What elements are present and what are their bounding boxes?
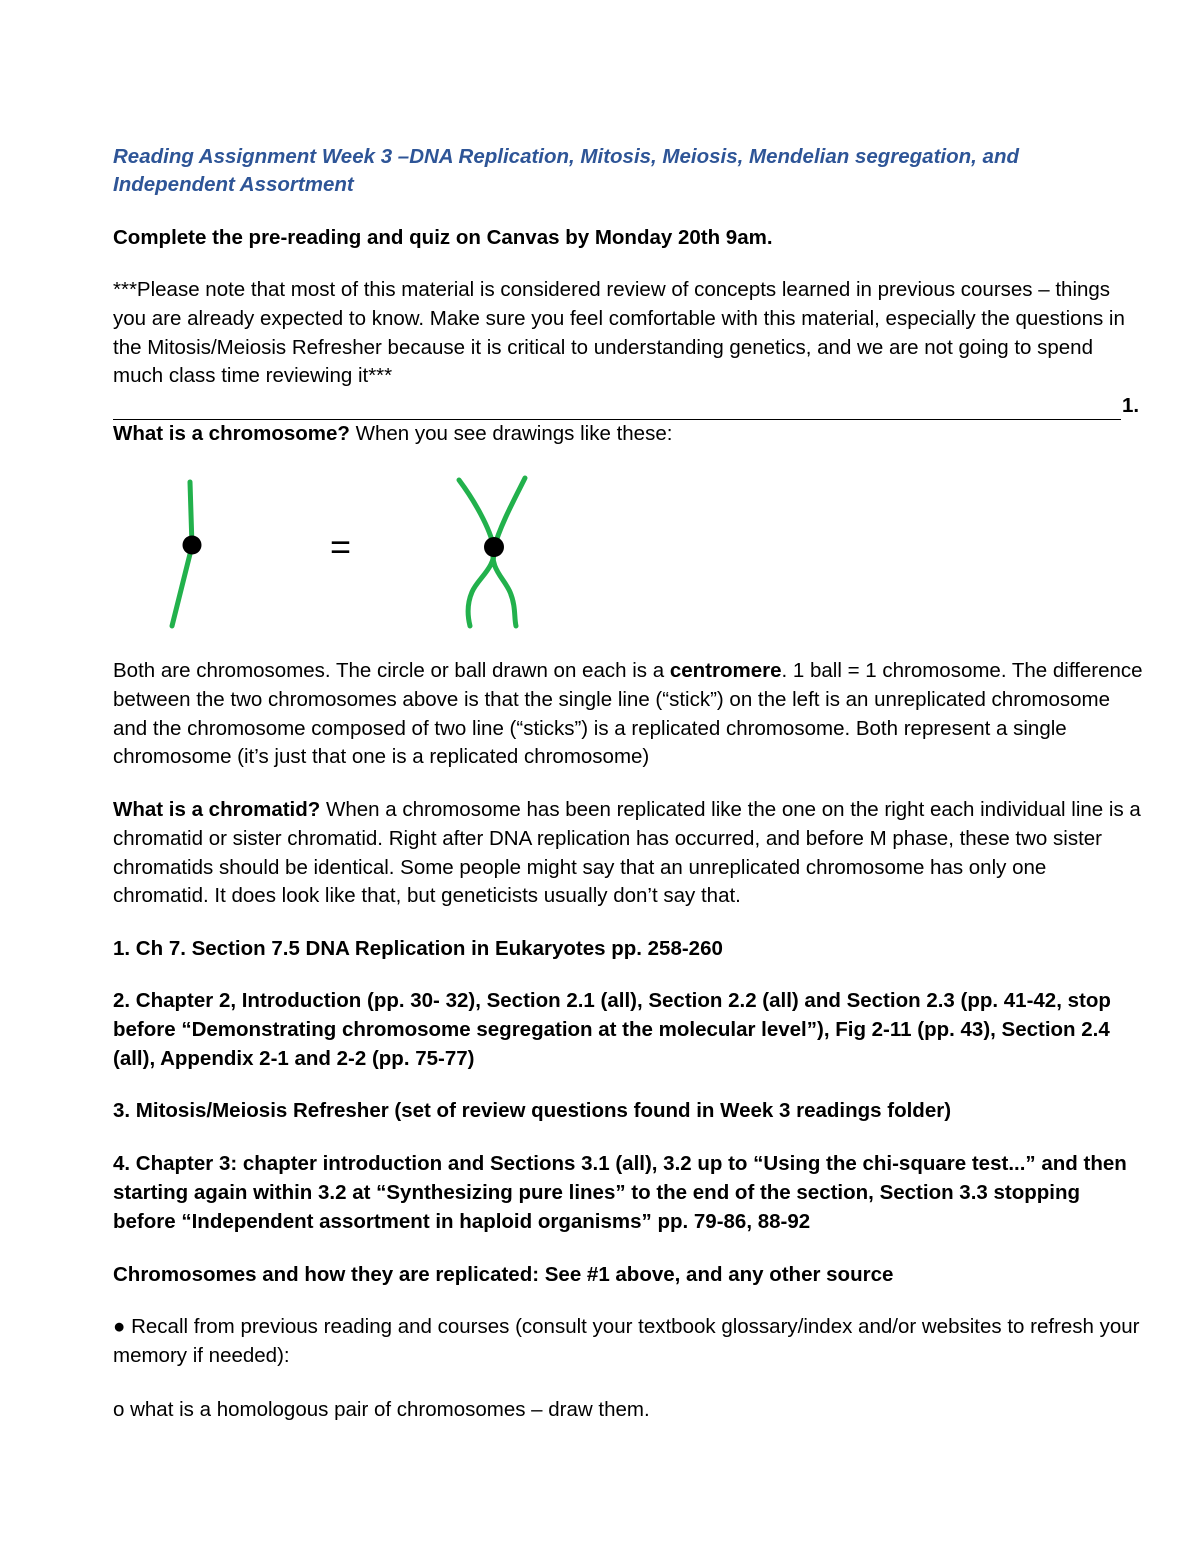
both-are-text-1: Both are chromosomes. The circle or ball drawn on each is a bbox=[113, 659, 670, 682]
chromosome-question-text: When you see drawings like these: bbox=[349, 422, 673, 445]
reading-item-3: 3. Mitosis/Meiosis Refresher (set of review questions found in Week 3 readings folder) bbox=[113, 1099, 952, 1122]
chromatid-question-label: What is a chromatid? bbox=[113, 798, 321, 821]
homologous-item bbox=[113, 1396, 1143, 1425]
deadline-text: Complete the pre-reading and quiz on Canvas by Monday 20th 9am. bbox=[113, 226, 773, 249]
both-are-text-2: . 1 ball = 1 chromosome. The difference between the two chromosomes above is that the single line (“stick”) on the left is an unreplicated chromosome and the chromosome composed of two line (“sticks”) is a replicated chromosome. Both represent a single chromosome (it’s just that one is a replicated chromosome) bbox=[113, 659, 1143, 769]
centromere-term: centromere bbox=[669, 659, 782, 682]
chromosome-question-label: What is a chromosome? bbox=[113, 422, 350, 445]
title-line-2: Independent Assortment bbox=[113, 173, 354, 196]
bullet-circle: o bbox=[113, 1398, 125, 1421]
replicated-chromosome bbox=[459, 478, 525, 626]
bullet-dot: ● bbox=[113, 1315, 126, 1338]
recall-text: Recall from previous reading and courses (consult your textbook glossary/index and/or websites to refresh your memory if needed): bbox=[113, 1315, 1140, 1367]
review-note: ***Please note that most of this material is considered review of concepts learned in previous courses – things you are already expected to know. Make sure you feel comfortable with this material, especially the questions in the Mitosis/Meiosis Refresher because it is critical to understanding genetics, and we are not going to spend much class time reviewing it*** bbox=[113, 278, 1125, 388]
both-are-paragraph bbox=[113, 657, 1143, 772]
document-title bbox=[113, 143, 1143, 199]
recall-item bbox=[113, 1313, 1143, 1371]
chromosome-question bbox=[113, 420, 1143, 449]
centromere-right bbox=[484, 537, 504, 557]
homologous-text: what is a homologous pair of chromosomes – draw them. bbox=[124, 1398, 650, 1421]
chromosomes-heading: Chromosomes and how they are replicated: See #1 above, and any other source bbox=[113, 1263, 894, 1286]
reading-item-1: 1. Ch 7. Section 7.5 DNA Replication in Eukaryotes pp. 258-260 bbox=[113, 937, 723, 960]
equals-sign: = bbox=[330, 526, 352, 567]
centromere-left bbox=[183, 536, 202, 555]
title-line-1: Reading Assignment Week 3 –DNA Replication, Mitosis, Meiosis, Mendelian segregation, and bbox=[113, 145, 1019, 168]
separator-number: 1. bbox=[1122, 394, 1140, 417]
reading-item-4: 4. Chapter 3: chapter introduction and Sections 3.1 (all), 3.2 up to “Using the chi-square test...” and then starting again within 3.2 at “Synthesizing pure lines” to the end of the section, Section 3.3 stopping before “Independent assortment in haploid organisms” pp. 79-86, 88-92 bbox=[113, 1152, 1127, 1233]
chromosome-diagram bbox=[150, 470, 550, 640]
chromatid-question bbox=[113, 796, 1143, 911]
reading-item-2: 2. Chapter 2, Introduction (pp. 30- 32), Section 2.1 (all), Section 2.2 (all) and Section 2.3 (pp. 41-42, stop before “Demonstrating chromosome segregation at the molecular level”), Fig 2-11 (pp. 43), Section 2.4 (all), Appendix 2-1 and 2-2 (pp. 75-77) bbox=[113, 989, 1111, 1070]
unreplicated-chromosome bbox=[172, 482, 202, 626]
chromatid-question-text: When a chromosome has been replicated like the one on the right each individual line is a chromatid or sister chromatid. Right after DNA replication has occurred, and before M phase, these two sister chromatids should be identical. Some people might say that an unreplicated chromosome has only one chromatid. It does look like that, but geneticists usually don’t say that. bbox=[113, 798, 1141, 908]
